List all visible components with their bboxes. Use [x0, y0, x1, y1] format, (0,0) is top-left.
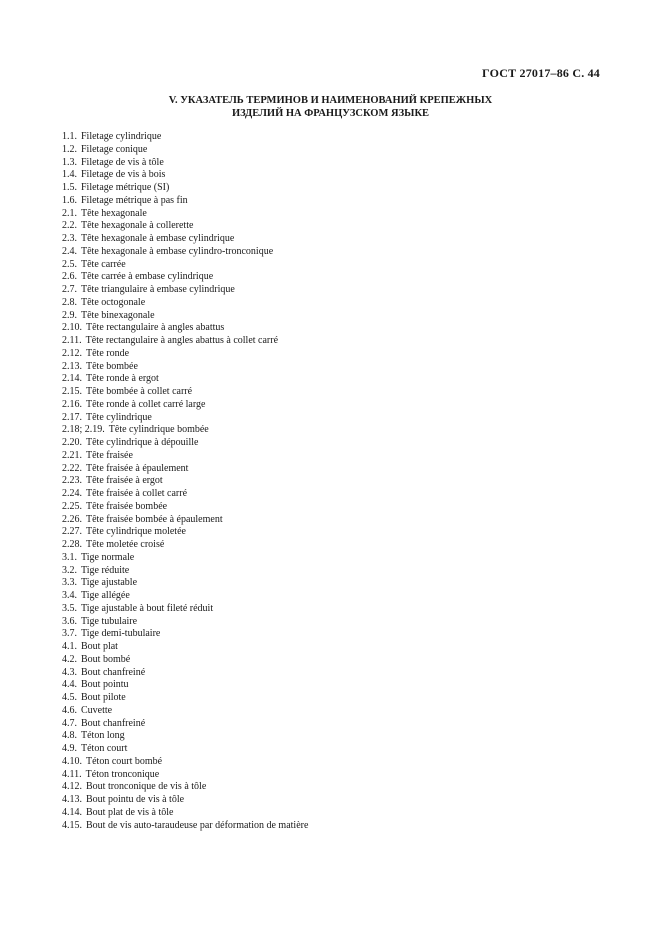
term-number: 3.5. — [62, 602, 77, 614]
term-text: Tête fraisée à épaulement — [86, 462, 189, 474]
term-number: 2.17. — [62, 411, 82, 423]
term-text: Tête ronde — [86, 347, 130, 359]
term-text: Filetage métrique (SI) — [81, 182, 170, 193]
term-item — [62, 743, 308, 756]
term-number: 2.28. — [62, 539, 82, 550]
term-number: 3.4. — [62, 590, 77, 601]
term-text: Tige ajustable à bout fileté réduit — [81, 602, 214, 614]
term-item — [62, 412, 308, 425]
term-text: Tête bombée à collet carré — [86, 386, 193, 397]
term-number: 2.14. — [62, 373, 82, 385]
term-item — [62, 437, 308, 450]
term-number: 2.8. — [62, 296, 77, 308]
term-text: Tige demi-tubulaire — [81, 628, 161, 640]
term-text: Tête binexagonale — [81, 309, 155, 321]
term-text: Bout pointu de vis à tôle — [86, 794, 185, 805]
term-text: Filetage métrique à pas fin — [81, 194, 188, 206]
term-item — [62, 233, 308, 246]
term-text: Filetage cylindrique — [81, 131, 162, 142]
term-number: 1.1. — [62, 131, 77, 142]
term-item — [62, 705, 308, 718]
term-number: 2.24. — [62, 488, 82, 499]
term-number: 2.9. — [62, 309, 77, 321]
term-text: Tête ronde à collet carré large — [86, 398, 206, 410]
term-item — [62, 195, 308, 208]
term-number: 4.3. — [62, 666, 77, 678]
term-item — [62, 603, 308, 616]
term-item — [62, 501, 308, 514]
term-number: 3.1. — [62, 551, 77, 563]
term-item — [62, 539, 308, 552]
term-number: 2.20. — [62, 437, 82, 448]
term-number: 1.4. — [62, 169, 77, 181]
term-number: 2.1. — [62, 207, 77, 219]
term-item — [62, 131, 308, 144]
term-text: Tête triangulaire à embase cylindrique — [81, 284, 235, 295]
term-item — [62, 144, 308, 157]
term-item — [62, 475, 308, 488]
term-text: Bout chanfreiné — [81, 717, 146, 729]
term-item — [62, 577, 308, 590]
term-number: 4.8. — [62, 730, 77, 742]
term-text: Bout plat de vis à tôle — [86, 806, 174, 818]
term-item — [62, 322, 308, 335]
term-number: 4.6. — [62, 704, 77, 716]
term-text: Tête carrée — [81, 258, 126, 270]
term-text: Cuvette — [81, 704, 113, 716]
term-text: Tête cylindrique bombée — [108, 424, 209, 436]
term-text: Bout chanfreiné — [81, 666, 146, 678]
term-number: 2.10. — [62, 322, 82, 334]
term-number: 4.13. — [62, 794, 82, 805]
term-text: Tête bombée — [86, 360, 138, 372]
term-text: Tête hexagonale à embase cylindro-tronconique — [81, 245, 274, 257]
term-item — [62, 641, 308, 654]
term-item — [62, 348, 308, 361]
term-item — [62, 654, 308, 667]
section-title — [0, 94, 661, 120]
term-number: 4.11. — [62, 768, 82, 780]
term-item — [62, 730, 308, 743]
term-item — [62, 616, 308, 629]
term-item — [62, 335, 308, 348]
term-number: 4.9. — [62, 743, 77, 754]
term-number: 2.5. — [62, 258, 77, 270]
term-text: Tête ronde à ergot — [86, 373, 159, 385]
term-number: 4.1. — [62, 641, 77, 652]
term-text: Bout tronconique de vis à tôle — [86, 781, 207, 793]
term-text: Bout plat — [81, 641, 118, 652]
term-number: 2.3. — [62, 233, 77, 244]
term-number: 2.25. — [62, 500, 82, 512]
term-item — [62, 807, 308, 820]
term-text: Filetage de vis à bois — [81, 169, 166, 181]
term-item — [62, 781, 308, 794]
term-text: Tige tubulaire — [81, 615, 138, 627]
term-text: Tête octogonale — [81, 296, 146, 308]
term-item — [62, 450, 308, 463]
term-text: Tige allégée — [81, 590, 130, 601]
term-text: Téton long — [81, 730, 125, 742]
term-number: 4.10. — [62, 755, 82, 767]
term-item — [62, 424, 308, 437]
term-item — [62, 246, 308, 259]
term-number: 4.5. — [62, 692, 77, 703]
term-text: Bout de vis auto-taraudeuse par déformation de matière — [86, 819, 309, 831]
term-text: Tête fraisée bombée à épaulement — [86, 513, 223, 525]
term-item — [62, 284, 308, 297]
term-number: 2.2. — [62, 220, 77, 232]
term-number: 2.7. — [62, 284, 77, 295]
term-number: 1.6. — [62, 194, 77, 206]
term-text: Tête rectangulaire à angles abattus — [86, 322, 225, 334]
term-text: Tête cylindrique — [86, 411, 152, 423]
term-item — [62, 590, 308, 603]
term-text: Téton court bombé — [86, 755, 163, 767]
term-item — [62, 756, 308, 769]
term-item — [62, 169, 308, 182]
term-text: Téton court — [81, 743, 128, 754]
term-item — [62, 208, 308, 221]
term-text: Tête moletée croisé — [86, 539, 165, 550]
term-item — [62, 692, 308, 705]
term-text: Tête rectangulaire à angles abattus à collet carré — [85, 335, 279, 346]
term-item — [62, 259, 308, 272]
term-item — [62, 526, 308, 539]
term-item — [62, 488, 308, 501]
term-item — [62, 220, 308, 233]
term-text: Tête cylindrique à dépouille — [86, 437, 199, 448]
term-text: Bout pilote — [81, 692, 126, 703]
term-number: 3.6. — [62, 615, 77, 627]
term-item — [62, 820, 308, 833]
term-item — [62, 399, 308, 412]
term-text: Tête hexagonale — [81, 207, 147, 219]
term-item — [62, 514, 308, 527]
term-number: 1.2. — [62, 143, 77, 155]
page-header-doc-ref: ГОСТ 27017–86 С. 44 — [482, 66, 600, 80]
term-number: 2.16. — [62, 398, 82, 410]
term-text: Tête carrée à embase cylindrique — [81, 271, 214, 283]
term-number: 2.21. — [62, 449, 82, 461]
term-number: 1.3. — [62, 156, 77, 168]
term-text: Filetage conique — [81, 143, 148, 155]
term-item — [62, 463, 308, 476]
term-item — [62, 769, 308, 782]
term-text: Tête fraisée à ergot — [86, 475, 163, 487]
term-text: Téton tronconique — [85, 768, 160, 780]
term-number: 4.2. — [62, 653, 77, 665]
section-title-line-2: ИЗДЕЛИЙ НА ФРАНЦУЗСКОМ ЯЗЫКЕ — [231, 108, 430, 119]
term-text: Tête fraisée bombée — [86, 500, 168, 512]
term-number: 2.12. — [62, 347, 82, 359]
term-text: Bout pointu — [81, 679, 129, 691]
term-text: Tige ajustable — [81, 577, 138, 589]
term-number: 2.11. — [62, 335, 82, 346]
term-number: 2.18; 2.19. — [62, 424, 105, 436]
term-text: Tige réduite — [81, 564, 130, 576]
term-text: Tête hexagonale à embase cylindrique — [81, 233, 235, 244]
term-number: 2.22. — [62, 462, 82, 474]
term-number: 2.15. — [62, 386, 82, 397]
term-number: 3.2. — [62, 564, 77, 576]
term-number: 2.27. — [62, 526, 82, 538]
term-number: 2.6. — [62, 271, 77, 283]
term-number: 4.7. — [62, 717, 77, 729]
term-item — [62, 565, 308, 578]
term-text: Bout bombé — [81, 653, 131, 665]
term-text: Tige normale — [81, 551, 135, 563]
term-item — [62, 679, 308, 692]
section-title-line-1: V. УКАЗАТЕЛЬ ТЕРМИНОВ И НАИМЕНОВАНИЙ КРЕПЕЖНЫХ — [168, 95, 493, 106]
term-item — [62, 667, 308, 680]
term-number: 2.13. — [62, 360, 82, 372]
term-number: 4.4. — [62, 679, 77, 691]
term-text: Tête cylindrique moletée — [86, 526, 186, 538]
term-number: 4.14. — [62, 806, 82, 818]
term-number: 3.7. — [62, 628, 77, 640]
term-text: Tête hexagonale à collerette — [81, 220, 194, 232]
term-list — [62, 131, 308, 832]
term-number: 2.23. — [62, 475, 82, 487]
term-text: Filetage de vis à tôle — [81, 156, 164, 168]
term-number: 4.15. — [62, 819, 82, 831]
term-number: 2.4. — [62, 245, 77, 257]
term-item — [62, 271, 308, 284]
term-item — [62, 373, 308, 386]
term-item — [62, 718, 308, 731]
term-item — [62, 182, 308, 195]
term-text: Tête fraisée à collet carré — [86, 488, 188, 499]
term-number: 2.26. — [62, 513, 82, 525]
term-item — [62, 552, 308, 565]
term-number: 3.3. — [62, 577, 77, 589]
term-item — [62, 157, 308, 170]
term-item — [62, 794, 308, 807]
term-number: 1.5. — [62, 182, 77, 193]
term-number: 4.12. — [62, 781, 82, 793]
term-item — [62, 361, 308, 374]
term-text: Tête fraisée — [86, 449, 133, 461]
term-item — [62, 628, 308, 641]
term-item — [62, 386, 308, 399]
term-item — [62, 297, 308, 310]
term-item — [62, 310, 308, 323]
